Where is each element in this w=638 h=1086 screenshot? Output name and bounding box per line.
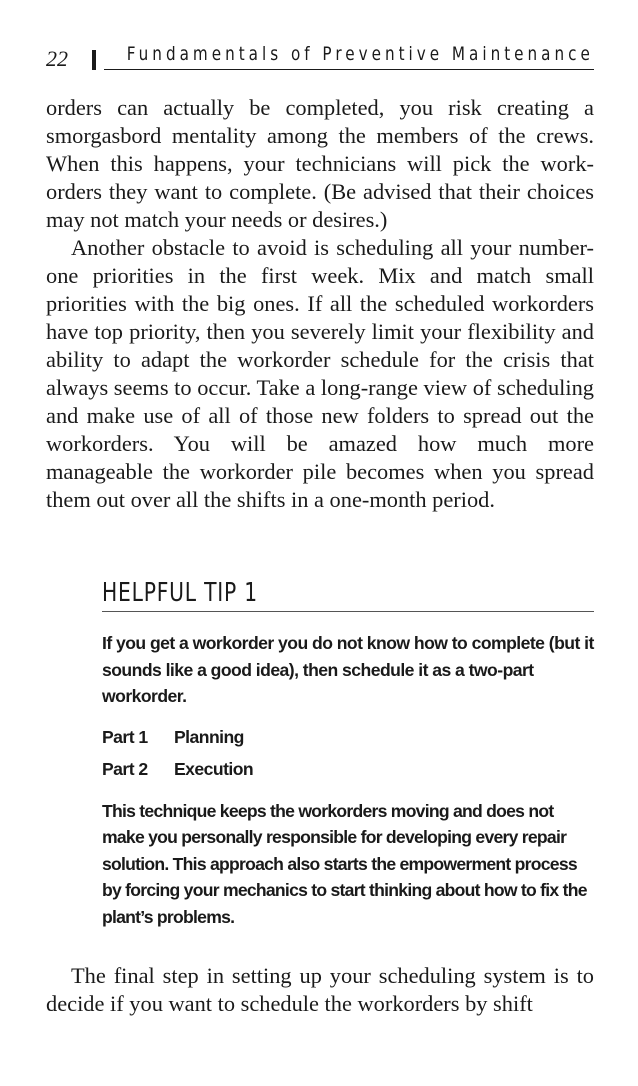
running-header: [46, 40, 594, 70]
paragraph-continued: orders can actually be completed, you risk creating a smorgasbord mentality among the members of the crews. When this happens, your technicians will pick the workorders they want to complete. (Be advised that their choices may not match your needs or desires.): [46, 95, 594, 232]
tip-outro: This technique keeps the workorders moving and does not make you personally responsible for developing every repair solution. This approach also starts the empowerment process by forcing your mechanics to start thinking about how to fix the plant’s problems.: [102, 800, 587, 927]
tip-step-label: Planning: [174, 727, 244, 748]
body-paragraph-final: [46, 962, 594, 1018]
tip-step-item: [102, 722, 594, 754]
paragraph-priorities: Another obstacle to avoid is scheduling all your number-one priorities in the first week. Mix and match small priorities with the big ones. If all the scheduled workorders have top priority, then you severely limit your flexibility and ability to adapt the workorder schedule for the crisis that always seems to occur. Take a long-range view of scheduling and make use of all of those new folders to spread out the workorders. You will be amazed how much more manageable the workorder pile becomes when you spread them out over all the shifts in a one-month period.: [46, 235, 594, 512]
page-number: 22: [46, 46, 68, 71]
tip-step-label: Execution: [174, 759, 254, 780]
tip-steps-list: [102, 722, 594, 786]
header-rule: [104, 69, 594, 70]
tip-title: HELPFUL TIP 1: [102, 578, 258, 608]
paragraph-final-step: The final step in setting up your scheduling system is to decide if you want to schedule the workorders by shift: [46, 963, 594, 1016]
tip-step-number: Part 2: [102, 759, 148, 780]
running-title: Fundamentals of Preventive Maintenance: [126, 43, 594, 65]
body-paragraphs: [46, 94, 594, 514]
header-divider-bar: [92, 50, 96, 70]
tip-title-rule: [102, 611, 594, 612]
tip-step-item: [102, 754, 594, 786]
tip-body: [102, 630, 594, 930]
tip-step-number: Part 1: [102, 727, 148, 748]
helpful-tip-box: [102, 578, 594, 927]
tip-intro: If you get a workorder you do not know how to complete (but it sounds like a good idea), then schedule it as a two-part workorder.: [102, 633, 594, 706]
